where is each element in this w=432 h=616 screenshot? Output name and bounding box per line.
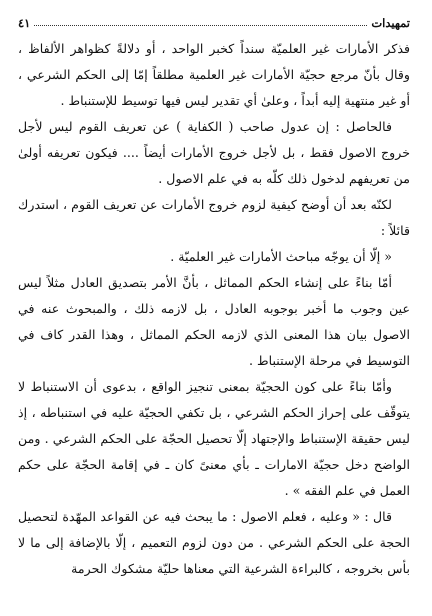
paragraph: فذكر الأمارات غير العلميّة سنداً كخبر الواحد ، أو دلالةً كظواهر الألفاظ ، وقال بأنّ مرجع حجيّة الأمارات غير العلمية مطلقاً إمّا إلى الحكم الشرعي ، أو غير منتهية إليه أبداً ، وعلىٰ أي تقدير ليس فيها توسيط للإستنباط .: [18, 41, 410, 108]
page-number: ٤١: [18, 16, 31, 30]
paragraph: أمّا بناءً على إنشاء الحكم المماثل ، بأنَّ الأمر بتصديق العادل مثلاً ليس عين وجوب ما أخبر بوجوبه العادل ، بل لازمه ذلك ، والمبحوث عنه في الاصول بيان هذا المعنى الذي لازمه الحكم المماثل ، وهذا القدر كاف في التوسيط في مرحلة الإستنباط .: [18, 275, 410, 368]
paragraph: لكنّه بعد أن أوضح كيفية لزوم خروج الأمارات عن تعريف القوم ، استدرك قائلاً :: [18, 197, 410, 238]
running-header: [18, 8, 410, 30]
header-dot-leader: [34, 25, 367, 26]
paragraph: قال : « وعليه ، فعلم الاصول : ما يبحث فيه عن القواعد المهّدة لتحصيل الحجة على الحكم الشرعي . من دون لزوم التعميم ، إلّا بالإضافة إلى ما لا بأس بخروجه ، كالبراءة الشرعية التي معناها حليّة مشكوك الحرمة: [18, 509, 410, 576]
paragraph: وأمّا بناءً على كون الحجيّة بمعنى تنجيز الواقع ، بدعوى أن الاستنباط لا يتوقّف على إحراز الحكم الشرعي ، بل تكفي الحجيّة عليه في استنباطه ، إذ ليس حقيقة الإستنباط والإجتهاد إلّا تحصيل الحجّة على الحكم الشرعي . ومن الواضح دخل حجيّة الامارات ـ بأي معنىً كان ـ في إقامة الحجّة على حكم العمل في علم الفقه » .: [18, 379, 410, 498]
paragraph: « إلّا أن يوجّه مباحث الأمارات غير العلميّة .: [170, 249, 392, 264]
page-body-text: [18, 36, 410, 582]
paragraph: فالحاصل : إن عدول صاحب ( الكفاية ) عن تعريف القوم ليس لأجل خروج الاصول فقط ، بل لأجل خروج الأمارات أيضاً .... فيكون تعريفه أولىٰ من تعريفهم لدخول ذلك كلّه به في علم الاصول .: [18, 119, 410, 186]
chapter-title: تمهيدات: [371, 16, 410, 30]
